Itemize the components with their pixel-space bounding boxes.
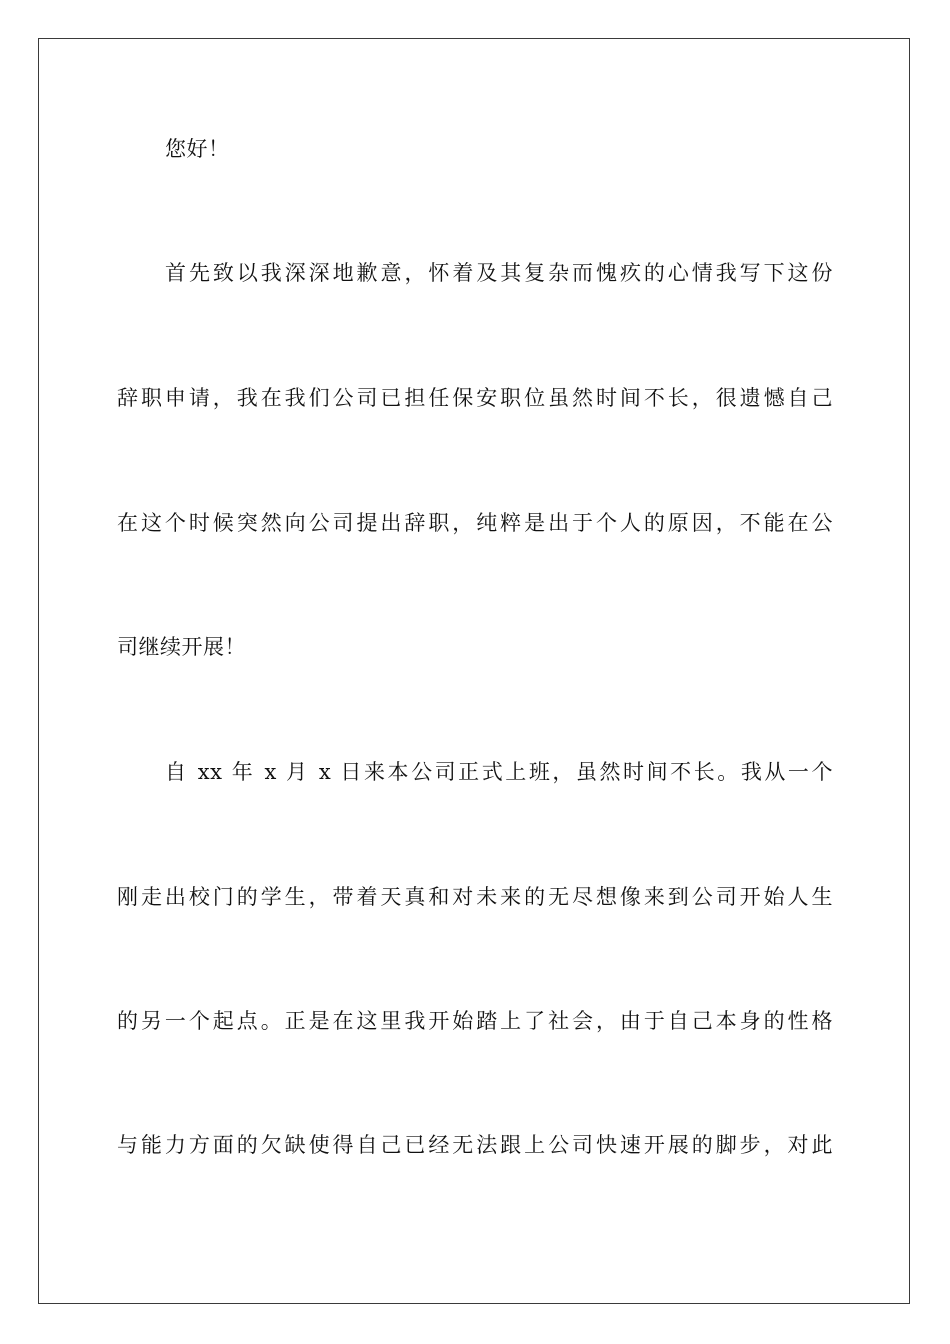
paragraph-2-line-4: 与能力方面的欠缺使得自己已经无法跟上公司快速开展的脚步，对此 — [117, 1133, 833, 1157]
greeting-line: 您好！ — [165, 137, 230, 161]
paragraph-1-line-3: 在这个时候突然向公司提出辞职，纯粹是出于个人的原因，不能在公 — [117, 511, 833, 535]
paragraph-2-line-1: 自 xx 年 x 月 x 日来本公司正式上班，虽然时间不长。我从一个 — [165, 760, 833, 784]
paragraph-2-line-3: 的另一个起点。正是在这里我开始踏上了社会，由于自己本身的性格 — [117, 1009, 833, 1033]
paragraph-1-line-1: 首先致以我深深地歉意，怀着及其复杂而愧疚的心情我写下这份 — [165, 261, 833, 285]
paragraph-1-line-4: 司继续开展！ — [117, 635, 246, 659]
page-border — [38, 38, 910, 1304]
paragraph-2-line-2: 刚走出校门的学生，带着天真和对未来的无尽想像来到公司开始人生 — [117, 885, 833, 909]
paragraph-1-line-2: 辞职申请，我在我们公司已担任保安职位虽然时间不长，很遗憾自己 — [117, 386, 833, 410]
